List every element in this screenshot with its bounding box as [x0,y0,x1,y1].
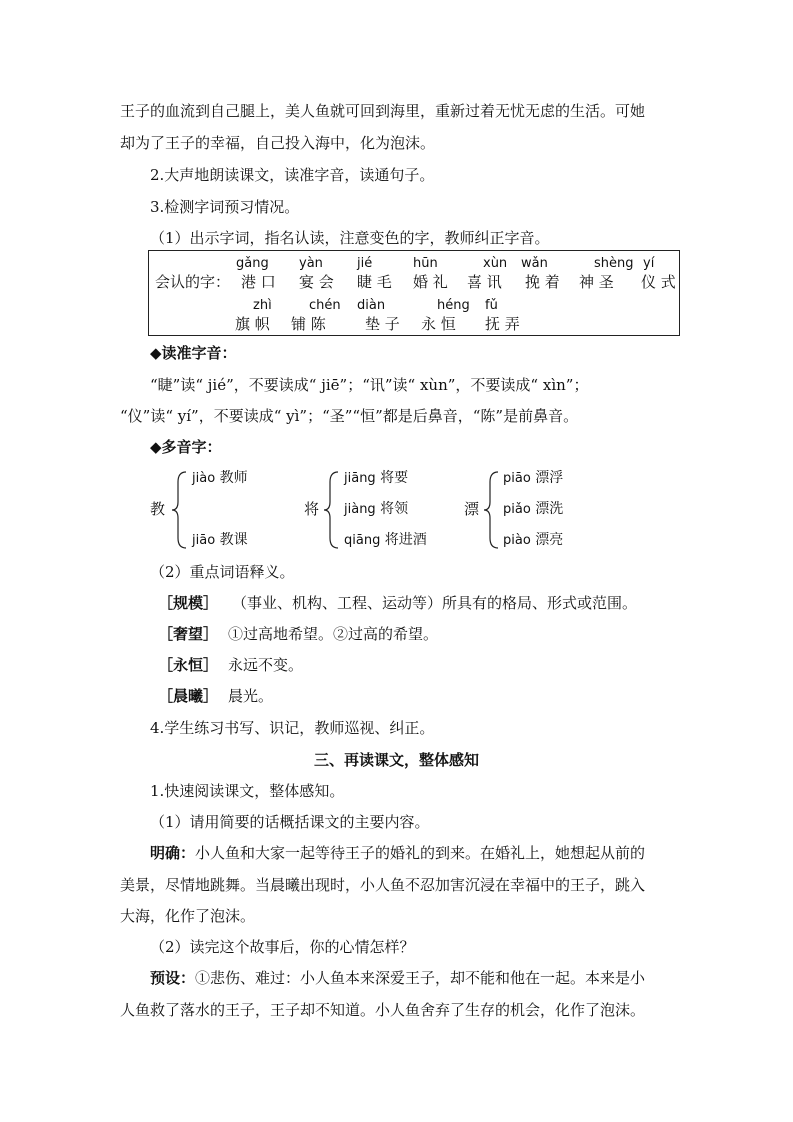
word: 喜 讯 [467,273,502,291]
polyphone-pinyin: jiàng [344,502,376,517]
word: 抚 弄 [485,315,520,333]
step-3: 3.检测字词预习情况。 [150,198,300,216]
pronounce-line-1: “睫”读“ jié”，不要读成“ jiē”；“讯”读“ xùn”，不要读成“ xìn”； [150,376,589,394]
polyphone-pinyin: jiào [192,471,216,486]
polyphone-word: 将要 [380,470,409,486]
vocab-row [158,624,438,644]
preset-line-2: 人鱼救了落水的王子，王子却不知道。小人鱼舍弃了生存的机会，化作了泡沫。 [120,1001,646,1019]
polyphone-item [344,500,408,519]
polyphone-word: 将进酒 [384,532,427,548]
word: 婚 礼 [413,273,448,291]
polyphone-word: 教师 [219,470,248,486]
word: 挽 着 [525,273,560,291]
polyphone-item [503,500,563,519]
brace-icon [322,470,340,550]
polyphone-item [344,469,408,488]
polyphone-item [503,531,563,550]
word: 旗 帜 [235,315,270,333]
pinyin: chén [309,298,341,313]
pinyin: xùn [483,256,508,271]
polyphone-char: 漂 [464,500,480,518]
polyphone-pinyin: piǎo [503,502,531,517]
polyphone-pinyin: jiāng [344,471,376,486]
vocab-definition: （事业、机构、工程、运动等）所具有的格局、形式或范围。 [232,594,638,612]
vocab-row [158,686,273,706]
pinyin: zhì [253,298,272,313]
vocab-definition: 晨光。 [228,687,274,705]
section-3-step-1: 1.快速阅读课文，整体感知。 [150,782,345,800]
pinyin: héng [437,298,470,313]
pinyin: yí [643,256,655,271]
vocab-term: ［晨曦］ [158,687,219,705]
intro-line-1: 王子的血流到自己腿上，美人鱼就可回到海里，重新过着无忧无虑的生活。可她 [120,102,646,120]
pinyin: diàn [357,298,386,313]
step-4: 4.学生练习书写、识记，教师巡视、纠正。 [150,719,435,737]
answer-line-2: 美景，尽情地跳舞。当晨曦出现时，小人鱼不忍加害沉浸在幸福中的王子，跳入 [120,876,646,894]
word: 港 口 [241,273,276,291]
vocab-term: ［规模］ [158,594,219,612]
pinyin: yàn [299,256,323,271]
intro-line-2: 却为了王子的幸福，自己投入海中，化为泡沫。 [120,134,436,152]
brace-icon [170,470,188,550]
polyphone-item [344,531,427,550]
pinyin: jié [357,256,373,271]
word: 垫 子 [365,315,400,333]
word: 宴 会 [299,273,334,291]
recognize-words-box [148,250,680,336]
polyphone-word: 漂浮 [535,470,564,486]
vocab-row [158,655,303,675]
polyphone-pinyin: qiāng [344,533,381,548]
pinyin: fǔ [485,298,498,313]
vocab-definition: ①过高地希望。②过高的希望。 [228,625,439,643]
step-3-1: （1）出示字词，指名认读，注意变色的字，教师纠正字音。 [150,229,550,247]
answer-line-3: 大海，化作了泡沫。 [120,907,256,925]
polyphone-heading: ◆多音字： [150,438,222,456]
polyphone-word: 将领 [380,501,409,517]
vocab-term: ［永恒］ [158,656,219,674]
vocab-definition: 永远不变。 [228,656,304,674]
section-3-title: 三、再读课文，整体感知 [313,751,479,769]
pinyin: shèng [594,256,634,271]
brace-icon [482,470,500,550]
pinyin: hūn [413,256,438,271]
step-3-2: （2）重点词语释义。 [150,563,295,581]
word: 神 圣 [579,273,614,291]
vocab-term: ［奢望］ [158,625,219,643]
pinyin: wǎn [521,256,548,271]
word: 永 恒 [421,315,456,333]
polyphone-pinyin: piāo [503,471,531,486]
polyphone-pinyin: jiāo [192,533,216,548]
polyphone-char: 将 [304,500,320,518]
polyphone-item [503,469,563,488]
preset-label: 预设： [150,969,196,987]
word: 睫 毛 [357,273,392,291]
pinyin: gǎng [236,256,269,271]
step-2: 2.大声地朗读课文，读准字音，读通句子。 [150,166,435,184]
vocab-row [158,593,637,613]
section-3-question-1: （1）请用简要的话概括课文的主要内容。 [150,813,430,831]
answer-text: 小人鱼和大家一起等待王子的婚礼的到来。在婚礼上，她想起从前的 [195,844,646,862]
polyphone-item [192,531,248,550]
polyphone-char: 教 [150,500,166,518]
polyphone-item [192,469,248,488]
answer-line-1 [150,843,645,863]
pronounce-heading: ◆读准字音： [150,344,237,362]
word: 铺 陈 [291,315,326,333]
polyphone-pinyin: piào [503,533,531,548]
preset-line-1 [150,968,645,988]
answer-label: 明确： [150,844,196,862]
pronounce-line-2: “仪”读“ yí”，不要读成“ yì”；“圣”“恒”都是后鼻音，“陈”是前鼻音。 [120,407,579,425]
polyphone-word: 教课 [219,532,248,548]
word: 仪 式 [641,273,676,291]
polyphone-word: 漂亮 [535,532,564,548]
section-3-question-2: （2）读完这个故事后，你的心情怎样？ [150,938,415,956]
words-label: 会认的字： [155,273,231,291]
polyphone-word: 漂洗 [535,501,564,517]
preset-text: ①悲伤、难过：小人鱼本来深爱王子，却不能和他在一起。本来是小 [195,969,646,987]
